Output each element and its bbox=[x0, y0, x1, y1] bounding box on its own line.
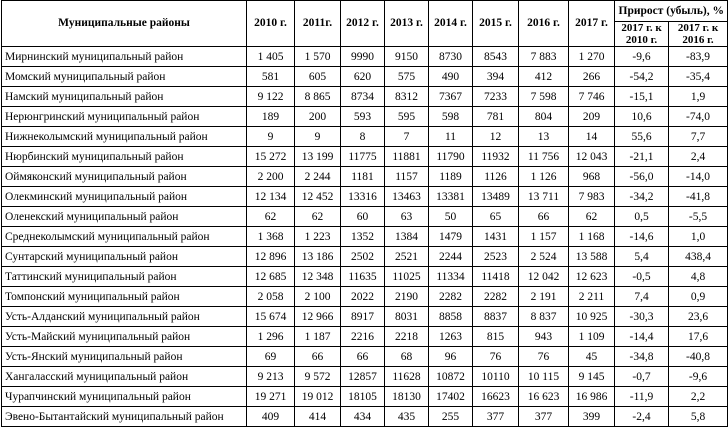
table-row bbox=[2, 207, 728, 227]
value-cell-growth-2017-2010: -56,0 bbox=[615, 167, 669, 187]
table-row bbox=[2, 107, 728, 127]
header-year: 2011г. bbox=[295, 1, 341, 47]
value-cell-2016: 16 623 bbox=[519, 387, 569, 407]
value-cell-2011: 19 012 bbox=[295, 387, 341, 407]
district-name-cell: Мирнинский муниципальный район bbox=[2, 47, 247, 67]
value-cell-growth-2017-2010: -21,1 bbox=[615, 147, 669, 167]
value-cell-2011: 605 bbox=[295, 67, 341, 87]
value-cell-2012: 2022 bbox=[341, 287, 385, 307]
value-cell-2010: 12 134 bbox=[247, 187, 295, 207]
value-cell-2013: 11628 bbox=[385, 367, 429, 387]
table-row bbox=[2, 287, 728, 307]
table-row bbox=[2, 227, 728, 247]
table-row bbox=[2, 347, 728, 367]
district-name-cell: Нерюнгринский муниципальный район bbox=[2, 107, 247, 127]
value-cell-growth-2017-2016: 1,9 bbox=[669, 87, 728, 107]
value-cell-2010: 581 bbox=[247, 67, 295, 87]
value-cell-2010: 409 bbox=[247, 407, 295, 427]
value-cell-2017: 14 bbox=[569, 127, 615, 147]
district-name-cell: Усть-Алданский муниципальный район bbox=[2, 307, 247, 327]
district-name-cell: Хангаласский муниципальный район bbox=[2, 367, 247, 387]
value-cell-growth-2017-2010: -34,8 bbox=[615, 347, 669, 367]
value-cell-2015: 11418 bbox=[473, 267, 519, 287]
table-row bbox=[2, 407, 728, 427]
value-cell-2015: 76 bbox=[473, 347, 519, 367]
value-cell-growth-2017-2016: -14,0 bbox=[669, 167, 728, 187]
value-cell-2011: 9 572 bbox=[295, 367, 341, 387]
value-cell-growth-2017-2016: -83,9 bbox=[669, 47, 728, 67]
value-cell-growth-2017-2016: 17,6 bbox=[669, 327, 728, 347]
header-year: 2016 г. bbox=[519, 1, 569, 47]
value-cell-2015: 1431 bbox=[473, 227, 519, 247]
value-cell-2010: 9 213 bbox=[247, 367, 295, 387]
value-cell-2012: 11635 bbox=[341, 267, 385, 287]
value-cell-2011: 1 570 bbox=[295, 47, 341, 67]
value-cell-growth-2017-2010: 0,5 bbox=[615, 207, 669, 227]
value-cell-growth-2017-2010: -14,6 bbox=[615, 227, 669, 247]
value-cell-2014: 11334 bbox=[429, 267, 473, 287]
value-cell-growth-2017-2016: -35,4 bbox=[669, 67, 728, 87]
value-cell-2017: 9 145 bbox=[569, 367, 615, 387]
value-cell-2014: 17402 bbox=[429, 387, 473, 407]
value-cell-2014: 8730 bbox=[429, 47, 473, 67]
table-row bbox=[2, 367, 728, 387]
value-cell-2011: 1 223 bbox=[295, 227, 341, 247]
district-name-cell: Оймяконский муниципальный район bbox=[2, 167, 247, 187]
table-row bbox=[2, 307, 728, 327]
district-name-cell: Намский муниципальный район bbox=[2, 87, 247, 107]
value-cell-2010: 2 200 bbox=[247, 167, 295, 187]
value-cell-2017: 2 211 bbox=[569, 287, 615, 307]
value-cell-2016: 2 524 bbox=[519, 247, 569, 267]
value-cell-growth-2017-2016: -5,5 bbox=[669, 207, 728, 227]
value-cell-2010: 9 bbox=[247, 127, 295, 147]
value-cell-2012: 2502 bbox=[341, 247, 385, 267]
value-cell-2010: 1 405 bbox=[247, 47, 295, 67]
value-cell-2014: 1189 bbox=[429, 167, 473, 187]
value-cell-2011: 13 199 bbox=[295, 147, 341, 167]
value-cell-2011: 8 865 bbox=[295, 87, 341, 107]
district-name-cell: Чурапчинский муниципальный район bbox=[2, 387, 247, 407]
value-cell-2016: 7 598 bbox=[519, 87, 569, 107]
value-cell-2017: 1 168 bbox=[569, 227, 615, 247]
value-cell-2016: 66 bbox=[519, 207, 569, 227]
value-cell-2012: 60 bbox=[341, 207, 385, 227]
value-cell-2015: 11932 bbox=[473, 147, 519, 167]
value-cell-2015: 377 bbox=[473, 407, 519, 427]
value-cell-2013: 1384 bbox=[385, 227, 429, 247]
value-cell-2013: 11025 bbox=[385, 267, 429, 287]
value-cell-2011: 414 bbox=[295, 407, 341, 427]
table-row bbox=[2, 327, 728, 347]
value-cell-growth-2017-2016: 7,7 bbox=[669, 127, 728, 147]
value-cell-growth-2017-2010: -14,4 bbox=[615, 327, 669, 347]
value-cell-2013: 18130 bbox=[385, 387, 429, 407]
district-name-cell: Томпонский муниципальный район bbox=[2, 287, 247, 307]
value-cell-2011: 9 bbox=[295, 127, 341, 147]
value-cell-2016: 2 191 bbox=[519, 287, 569, 307]
value-cell-2011: 12 452 bbox=[295, 187, 341, 207]
value-cell-2010: 189 bbox=[247, 107, 295, 127]
value-cell-2012: 66 bbox=[341, 347, 385, 367]
value-cell-2016: 13 711 bbox=[519, 187, 569, 207]
district-name-cell: Олекминский муниципальный район bbox=[2, 187, 247, 207]
value-cell-growth-2017-2010: -9,6 bbox=[615, 47, 669, 67]
district-name-cell: Усть-Янский муниципальный район bbox=[2, 347, 247, 367]
value-cell-growth-2017-2010: -11,9 bbox=[615, 387, 669, 407]
value-cell-2017: 968 bbox=[569, 167, 615, 187]
value-cell-2012: 12857 bbox=[341, 367, 385, 387]
header-year: 2017 г. bbox=[569, 1, 615, 47]
value-cell-2016: 412 bbox=[519, 67, 569, 87]
value-cell-2011: 66 bbox=[295, 347, 341, 367]
value-cell-growth-2017-2016: -74,0 bbox=[669, 107, 728, 127]
value-cell-2017: 209 bbox=[569, 107, 615, 127]
value-cell-2017: 1 270 bbox=[569, 47, 615, 67]
value-cell-2014: 96 bbox=[429, 347, 473, 367]
value-cell-2014: 598 bbox=[429, 107, 473, 127]
value-cell-2017: 399 bbox=[569, 407, 615, 427]
value-cell-growth-2017-2010: -15,1 bbox=[615, 87, 669, 107]
value-cell-2013: 68 bbox=[385, 347, 429, 367]
value-cell-2016: 12 042 bbox=[519, 267, 569, 287]
value-cell-2016: 10 115 bbox=[519, 367, 569, 387]
value-cell-growth-2017-2016: 5,8 bbox=[669, 407, 728, 427]
district-name-cell: Момский муниципальный район bbox=[2, 67, 247, 87]
value-cell-2015: 394 bbox=[473, 67, 519, 87]
value-cell-2015: 16623 bbox=[473, 387, 519, 407]
value-cell-2014: 8858 bbox=[429, 307, 473, 327]
value-cell-growth-2017-2016: 2,4 bbox=[669, 147, 728, 167]
value-cell-growth-2017-2010: -0,5 bbox=[615, 267, 669, 287]
value-cell-2010: 1 368 bbox=[247, 227, 295, 247]
district-name-cell: Усть-Майский муниципальный район bbox=[2, 327, 247, 347]
value-cell-2016: 76 bbox=[519, 347, 569, 367]
value-cell-2010: 12 685 bbox=[247, 267, 295, 287]
value-cell-2017: 266 bbox=[569, 67, 615, 87]
value-cell-2011: 13 186 bbox=[295, 247, 341, 267]
value-cell-2015: 8543 bbox=[473, 47, 519, 67]
value-cell-2012: 18105 bbox=[341, 387, 385, 407]
value-cell-2012: 1352 bbox=[341, 227, 385, 247]
table-row bbox=[2, 167, 728, 187]
value-cell-2013: 2190 bbox=[385, 287, 429, 307]
value-cell-growth-2017-2016: -40,8 bbox=[669, 347, 728, 367]
value-cell-2014: 255 bbox=[429, 407, 473, 427]
value-cell-2010: 15 272 bbox=[247, 147, 295, 167]
district-name-cell: Эвено-Бытантайский муниципальный район bbox=[2, 407, 247, 427]
value-cell-2014: 11790 bbox=[429, 147, 473, 167]
value-cell-2013: 7 bbox=[385, 127, 429, 147]
header-growth: Прирост (убыль), % bbox=[615, 1, 728, 22]
value-cell-2015: 1126 bbox=[473, 167, 519, 187]
value-cell-2011: 2 244 bbox=[295, 167, 341, 187]
value-cell-2013: 13463 bbox=[385, 187, 429, 207]
value-cell-growth-2017-2016: 4,8 bbox=[669, 267, 728, 287]
value-cell-2015: 65 bbox=[473, 207, 519, 227]
value-cell-2015: 13489 bbox=[473, 187, 519, 207]
value-cell-2010: 2 058 bbox=[247, 287, 295, 307]
value-cell-2015: 8837 bbox=[473, 307, 519, 327]
value-cell-growth-2017-2010: -2,4 bbox=[615, 407, 669, 427]
value-cell-2015: 2282 bbox=[473, 287, 519, 307]
value-cell-2010: 12 896 bbox=[247, 247, 295, 267]
table-row bbox=[2, 67, 728, 87]
value-cell-2014: 2282 bbox=[429, 287, 473, 307]
value-cell-growth-2017-2010: 55,6 bbox=[615, 127, 669, 147]
value-cell-2017: 10 925 bbox=[569, 307, 615, 327]
value-cell-2013: 11881 bbox=[385, 147, 429, 167]
value-cell-2012: 8 bbox=[341, 127, 385, 147]
value-cell-growth-2017-2010: 5,4 bbox=[615, 247, 669, 267]
value-cell-2015: 7233 bbox=[473, 87, 519, 107]
table-row bbox=[2, 127, 728, 147]
value-cell-growth-2017-2010: -30,3 bbox=[615, 307, 669, 327]
value-cell-growth-2017-2016: 2,2 bbox=[669, 387, 728, 407]
value-cell-2014: 490 bbox=[429, 67, 473, 87]
value-cell-2012: 11775 bbox=[341, 147, 385, 167]
value-cell-2013: 2218 bbox=[385, 327, 429, 347]
value-cell-growth-2017-2016: 0,9 bbox=[669, 287, 728, 307]
district-name-cell: Таттинский муниципальный район bbox=[2, 267, 247, 287]
value-cell-2012: 8917 bbox=[341, 307, 385, 327]
value-cell-2010: 19 271 bbox=[247, 387, 295, 407]
value-cell-2014: 7367 bbox=[429, 87, 473, 107]
header-year: 2015 г. bbox=[473, 1, 519, 47]
value-cell-2011: 200 bbox=[295, 107, 341, 127]
value-cell-2011: 12 966 bbox=[295, 307, 341, 327]
value-cell-2016: 1 126 bbox=[519, 167, 569, 187]
value-cell-2014: 2244 bbox=[429, 247, 473, 267]
header-growth-2010: 2017 г. к 2010 г. bbox=[615, 22, 669, 47]
header-year: 2014 г. bbox=[429, 1, 473, 47]
value-cell-2011: 12 348 bbox=[295, 267, 341, 287]
value-cell-2013: 8031 bbox=[385, 307, 429, 327]
value-cell-2012: 13316 bbox=[341, 187, 385, 207]
district-name-cell: Оленекский муниципальный район bbox=[2, 207, 247, 227]
value-cell-2014: 50 bbox=[429, 207, 473, 227]
value-cell-2015: 12 bbox=[473, 127, 519, 147]
value-cell-2013: 1157 bbox=[385, 167, 429, 187]
value-cell-2012: 8734 bbox=[341, 87, 385, 107]
value-cell-2017: 7 983 bbox=[569, 187, 615, 207]
value-cell-2014: 11 bbox=[429, 127, 473, 147]
value-cell-2017: 12 623 bbox=[569, 267, 615, 287]
table-row bbox=[2, 87, 728, 107]
value-cell-2014: 1479 bbox=[429, 227, 473, 247]
value-cell-2017: 62 bbox=[569, 207, 615, 227]
value-cell-growth-2017-2016: -41,8 bbox=[669, 187, 728, 207]
table-body bbox=[2, 47, 728, 427]
value-cell-growth-2017-2016: 23,6 bbox=[669, 307, 728, 327]
value-cell-2016: 804 bbox=[519, 107, 569, 127]
district-name-cell: Нюрбинский муниципальный район bbox=[2, 147, 247, 167]
value-cell-2016: 13 bbox=[519, 127, 569, 147]
header-year: 2012 г. bbox=[341, 1, 385, 47]
value-cell-growth-2017-2016: -9,6 bbox=[669, 367, 728, 387]
table-row bbox=[2, 147, 728, 167]
value-cell-growth-2017-2016: 438,4 bbox=[669, 247, 728, 267]
population-table bbox=[1, 0, 728, 427]
value-cell-2013: 2521 bbox=[385, 247, 429, 267]
value-cell-2011: 2 100 bbox=[295, 287, 341, 307]
value-cell-2015: 815 bbox=[473, 327, 519, 347]
table-row bbox=[2, 247, 728, 267]
value-cell-2010: 9 122 bbox=[247, 87, 295, 107]
value-cell-2014: 1263 bbox=[429, 327, 473, 347]
table-row bbox=[2, 387, 728, 407]
value-cell-2013: 9150 bbox=[385, 47, 429, 67]
value-cell-2012: 2216 bbox=[341, 327, 385, 347]
value-cell-2013: 575 bbox=[385, 67, 429, 87]
header-growth-2016: 2017 г. к 2016 г. bbox=[669, 22, 728, 47]
value-cell-2016: 943 bbox=[519, 327, 569, 347]
value-cell-2016: 11 756 bbox=[519, 147, 569, 167]
value-cell-growth-2017-2010: 7,4 bbox=[615, 287, 669, 307]
value-cell-2013: 8312 bbox=[385, 87, 429, 107]
header-year: 2013 г. bbox=[385, 1, 429, 47]
value-cell-2013: 595 bbox=[385, 107, 429, 127]
value-cell-2016: 7 883 bbox=[519, 47, 569, 67]
value-cell-2015: 2523 bbox=[473, 247, 519, 267]
value-cell-2017: 13 588 bbox=[569, 247, 615, 267]
value-cell-growth-2017-2010: -0,7 bbox=[615, 367, 669, 387]
value-cell-2015: 781 bbox=[473, 107, 519, 127]
value-cell-2011: 62 bbox=[295, 207, 341, 227]
value-cell-2012: 9990 bbox=[341, 47, 385, 67]
value-cell-2014: 13381 bbox=[429, 187, 473, 207]
value-cell-2012: 593 bbox=[341, 107, 385, 127]
value-cell-2010: 1 296 bbox=[247, 327, 295, 347]
value-cell-2012: 620 bbox=[341, 67, 385, 87]
table-row bbox=[2, 47, 728, 67]
table-row bbox=[2, 267, 728, 287]
value-cell-2011: 1 187 bbox=[295, 327, 341, 347]
value-cell-2017: 7 746 bbox=[569, 87, 615, 107]
value-cell-2017: 1 109 bbox=[569, 327, 615, 347]
value-cell-2016: 8 837 bbox=[519, 307, 569, 327]
value-cell-growth-2017-2010: -34,2 bbox=[615, 187, 669, 207]
value-cell-2015: 10110 bbox=[473, 367, 519, 387]
table-row bbox=[2, 187, 728, 207]
header-year: 2010 г. bbox=[247, 1, 295, 47]
value-cell-2010: 62 bbox=[247, 207, 295, 227]
value-cell-growth-2017-2010: 10,6 bbox=[615, 107, 669, 127]
value-cell-2017: 12 043 bbox=[569, 147, 615, 167]
value-cell-2012: 434 bbox=[341, 407, 385, 427]
district-name-cell: Нижнеколымский муниципальный район bbox=[2, 127, 247, 147]
value-cell-2016: 1 157 bbox=[519, 227, 569, 247]
value-cell-2013: 435 bbox=[385, 407, 429, 427]
district-name-cell: Сунтарский муниципальный район bbox=[2, 247, 247, 267]
value-cell-2010: 15 674 bbox=[247, 307, 295, 327]
district-name-cell: Среднеколымский муниципальный район bbox=[2, 227, 247, 247]
value-cell-2016: 377 bbox=[519, 407, 569, 427]
value-cell-2017: 16 986 bbox=[569, 387, 615, 407]
value-cell-growth-2017-2016: 1,0 bbox=[669, 227, 728, 247]
value-cell-2013: 63 bbox=[385, 207, 429, 227]
header-district: Муниципальные районы bbox=[2, 1, 247, 47]
value-cell-2017: 45 bbox=[569, 347, 615, 367]
value-cell-2010: 69 bbox=[247, 347, 295, 367]
value-cell-2012: 1181 bbox=[341, 167, 385, 187]
table-header bbox=[2, 1, 728, 47]
value-cell-2014: 10872 bbox=[429, 367, 473, 387]
value-cell-growth-2017-2010: -54,2 bbox=[615, 67, 669, 87]
